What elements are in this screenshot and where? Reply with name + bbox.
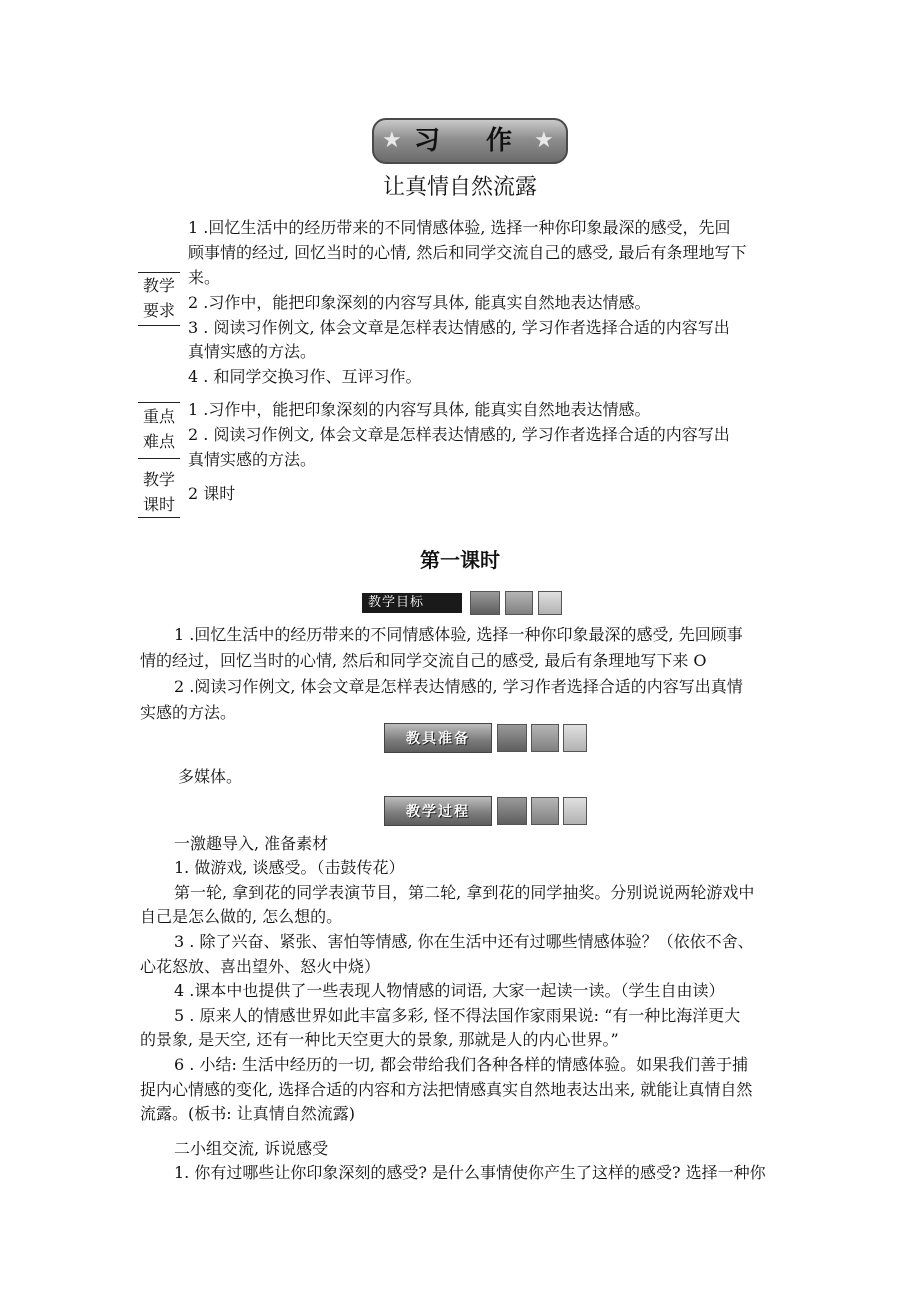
process-line: 第一轮, 拿到花的同学表演节目，第二轮, 拿到花的同学抽奖。分别说说两轮游戏中 [174, 883, 755, 902]
requirement-line: 顾事情的经过, 回忆当时的心情, 然后和同学交流自己的感受, 最后有条理地写下 [188, 243, 747, 262]
divider [138, 325, 180, 326]
process-line: 自己是怎么做的, 怎么想的。 [140, 907, 343, 926]
decor-square [563, 797, 587, 825]
tools-text: 多媒体。 [178, 767, 243, 786]
requirements-label-2: 要求 [142, 301, 175, 320]
requirement-line: 2 .习作中，能把印象深刻的内容写具体, 能真实自然地表达情感。 [188, 293, 651, 312]
banner-char-1: 习 [414, 126, 441, 156]
divider [138, 402, 180, 403]
process-tag: 教学过程 [384, 796, 492, 826]
requirement-line: 真情实感的方法。 [188, 342, 317, 361]
goal-line: 情的经过，回忆当时的心情, 然后和同学交流自己的感受, 最后有条理地写下来 O [140, 651, 707, 670]
tools-tag: 教具准备 [384, 723, 492, 753]
decor-square [531, 724, 559, 752]
decor-square [497, 797, 527, 825]
decor-square [563, 724, 587, 752]
star-icon: ★ [534, 128, 554, 153]
divider [138, 517, 180, 518]
process-line: 二小组交流, 诉说感受 [174, 1139, 329, 1158]
hours-label-2: 课时 [142, 495, 175, 514]
page-title: 让真情自然流露 [382, 175, 537, 200]
process-line: 4 .课本中也提供了一些表现人物情感的词语, 大家一起读一读。（学生自由读） [174, 981, 725, 1000]
requirement-line: 4 . 和同学交换习作、互评习作。 [188, 367, 422, 386]
process-line: 的景象, 是天空, 还有一种比天空更大的景象, 那就是人的内心世界。” [140, 1030, 619, 1049]
keypoints-label-2: 难点 [142, 432, 175, 451]
section-banner [372, 118, 568, 164]
decor-square [505, 591, 533, 615]
process-line: 5 . 原来人的情感世界如此丰富多彩, 怪不得法国作家雨果说: “有一种比海洋更大 [174, 1006, 741, 1025]
process-line: 一激趣导入, 准备素材 [174, 834, 329, 853]
process-line: 1. 你有过哪些让你印象深刻的感受? 是什么事情使你产生了这样的感受? 选择一种你 [174, 1163, 766, 1182]
goals-tag: 教学目标 [362, 593, 462, 613]
process-line: 心花怒放、喜出望外、怒火中烧） [140, 957, 381, 976]
keypoint-line: 真情实感的方法。 [188, 450, 317, 469]
star-icon: ★ [382, 128, 402, 153]
decor-square [538, 591, 562, 615]
process-line: 捉内心情感的变化, 选择合适的内容和方法把情感真实自然地表达出来, 就能让真情自然 [140, 1080, 753, 1099]
process-line: 流露。(板书: 让真情自然流露) [140, 1104, 355, 1123]
process-line: 6 . 小结: 生活中经历的一切, 都会带给我们各种各样的情感体验。如果我们善于捕 [174, 1055, 749, 1074]
decor-square [470, 591, 500, 615]
process-line: 3 . 除了兴奋、紧张、害怕等情感, 你在生活中还有过哪些情感体验？（依依不舍、 [174, 932, 754, 951]
requirement-line: 1 .回忆生活中的经历带来的不同情感体验, 选择一种你印象最深的感受，先回 [188, 218, 731, 237]
goal-line: 1 .回忆生活中的经历带来的不同情感体验, 选择一种你印象最深的感受, 先回顾事 [174, 625, 743, 644]
hours-value: 2 课时 [188, 484, 236, 503]
keypoints-label-1: 重点 [142, 407, 175, 426]
requirement-line: 来。 [188, 268, 221, 287]
divider [138, 458, 180, 459]
process-line: 1. 做游戏, 谈感受。（击鼓传花） [174, 858, 405, 877]
divider [138, 272, 180, 273]
keypoint-line: 2 . 阅读习作例文, 体会文章是怎样表达情感的, 学习作者选择合适的内容写出 [188, 425, 730, 444]
banner-char-2: 作 [486, 126, 513, 156]
goal-line: 实感的方法。 [140, 703, 237, 722]
lesson-title: 第一课时 [420, 548, 500, 572]
requirements-label-1: 教学 [142, 276, 175, 295]
decor-square [531, 797, 559, 825]
decor-square [497, 724, 527, 752]
hours-label-1: 教学 [142, 470, 175, 489]
requirement-line: 3 . 阅读习作例文, 体会文章是怎样表达情感的, 学习作者选择合适的内容写出 [188, 318, 730, 337]
keypoint-line: 1 .习作中，能把印象深刻的内容写具体, 能真实自然地表达情感。 [188, 400, 651, 419]
goal-line: 2 .阅读习作例文, 体会文章是怎样表达情感的, 学习作者选择合适的内容写出真情 [174, 677, 743, 696]
